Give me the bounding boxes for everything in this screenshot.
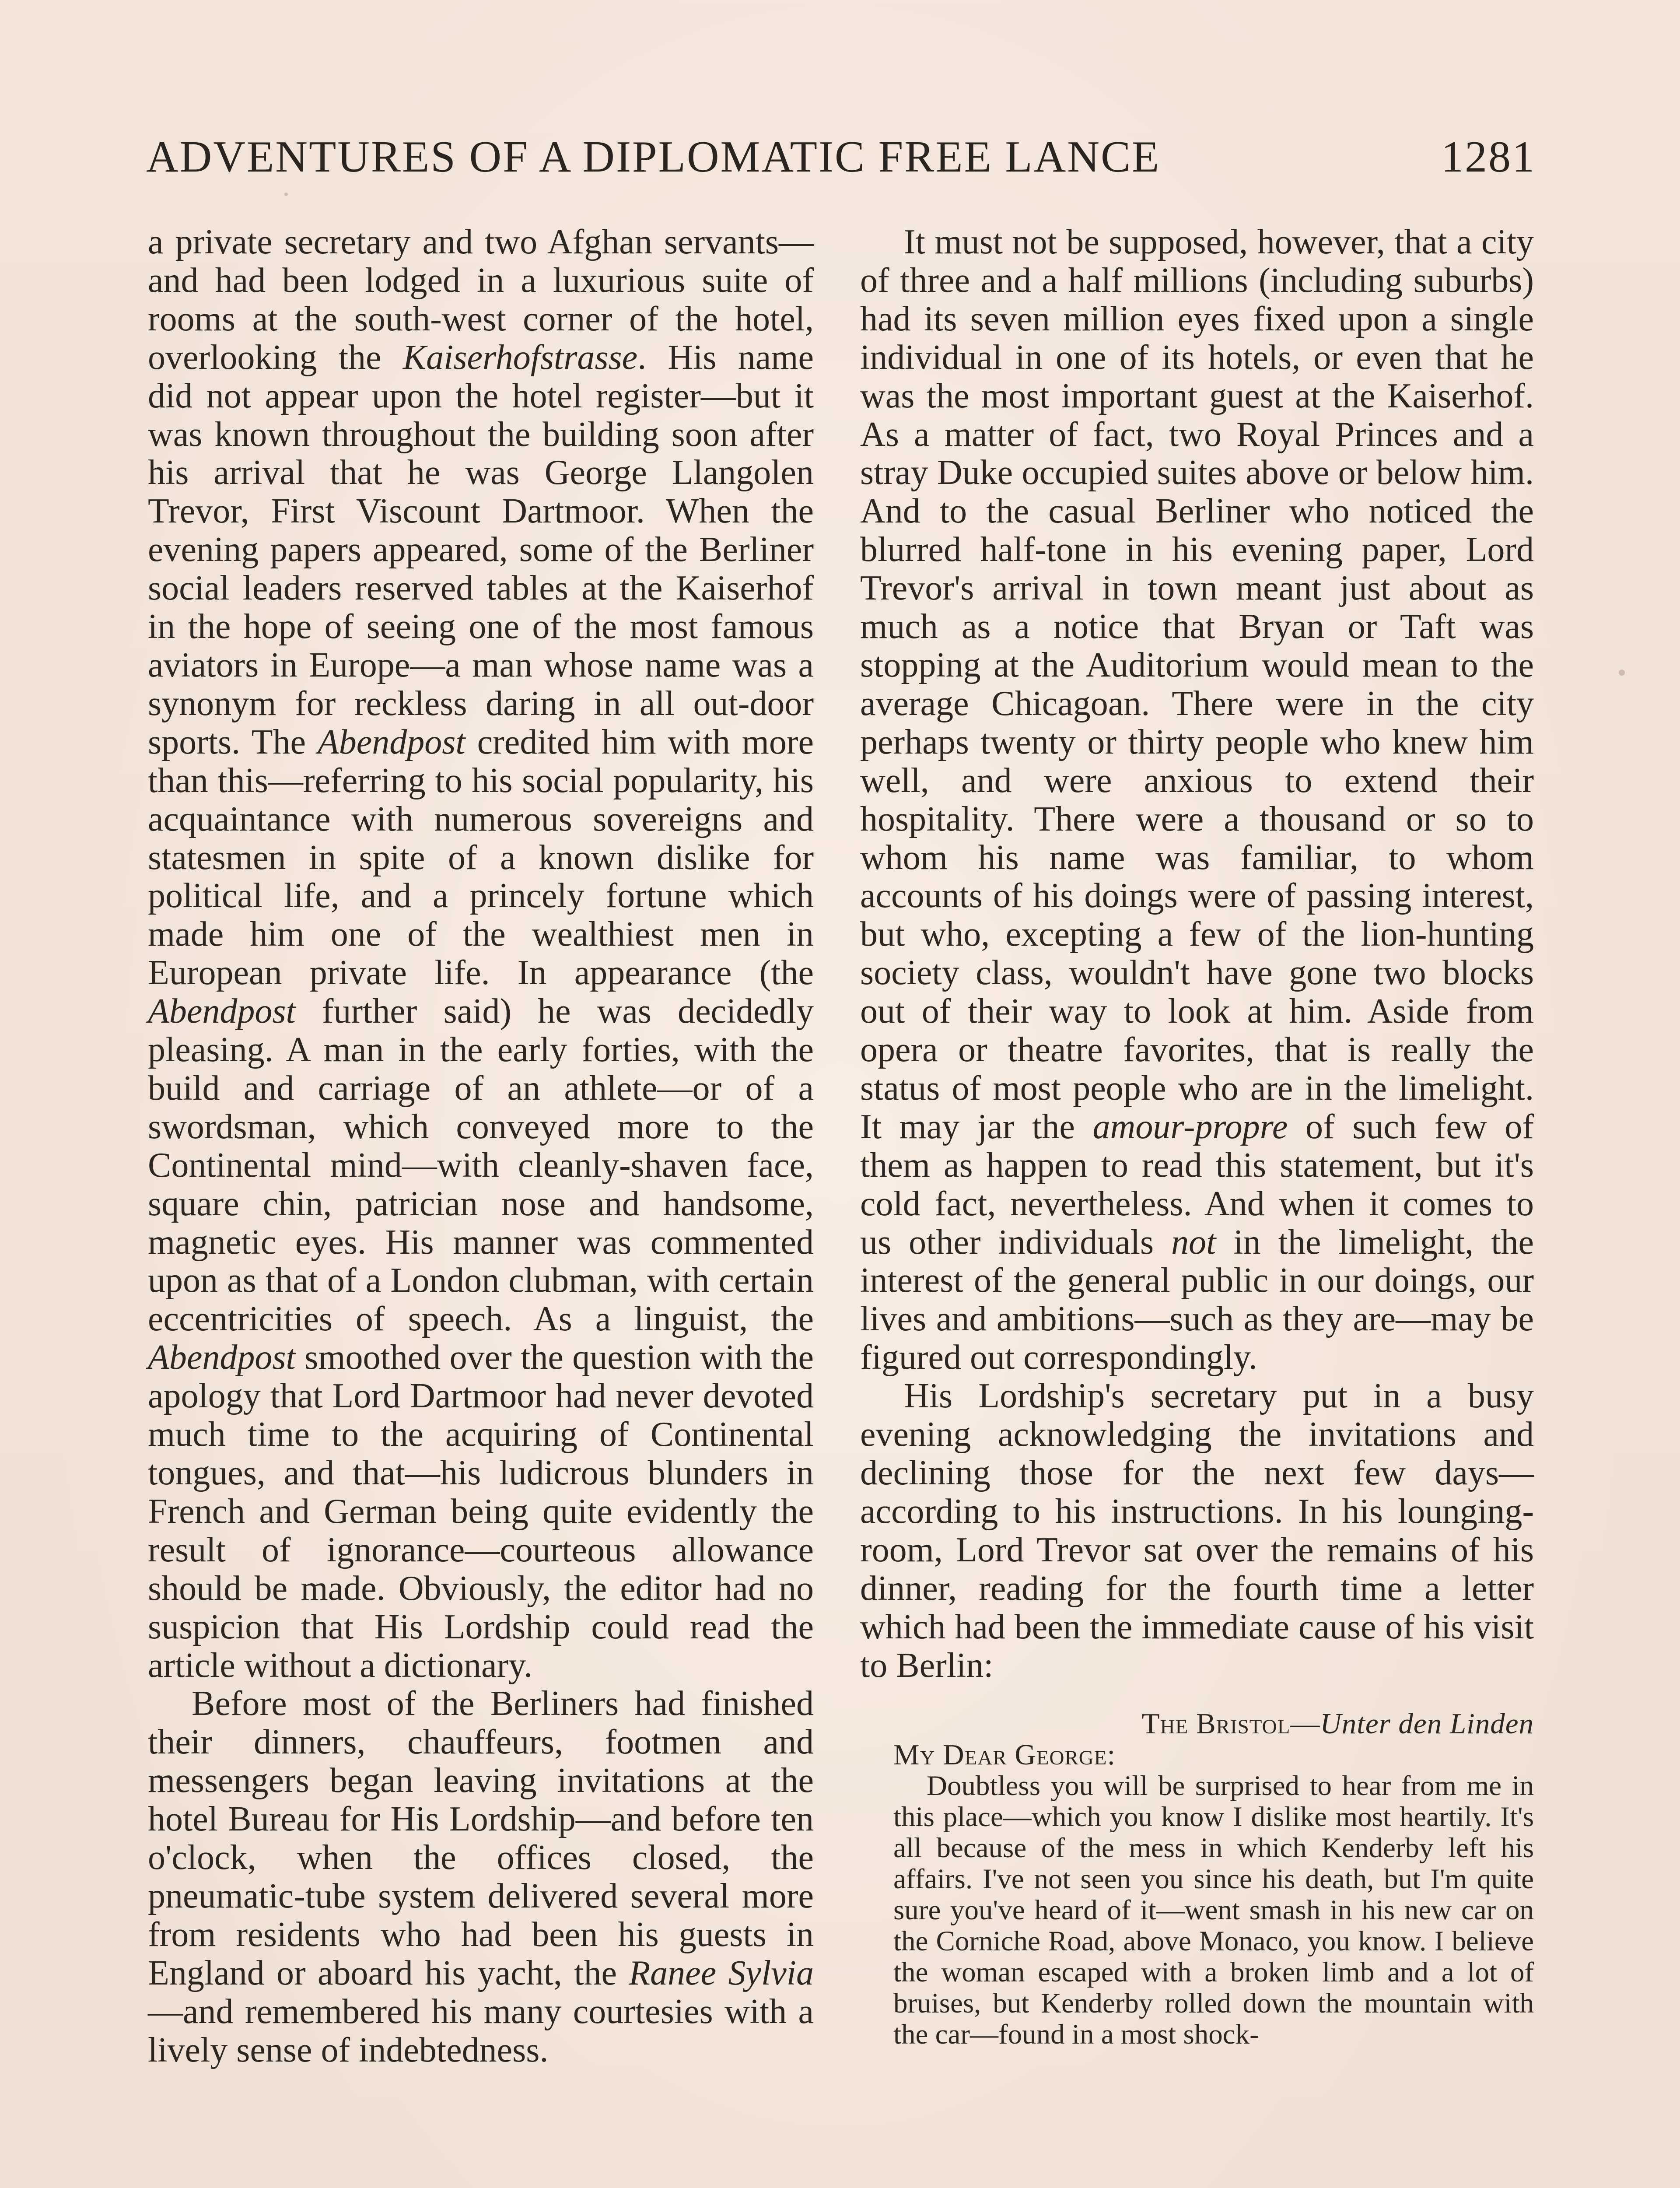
italic-text: Ranee Sylvia <box>629 1953 814 1992</box>
left-column <box>148 223 814 2070</box>
letter-heading-dash: — <box>1290 1708 1320 1740</box>
text-run: of such few of them as happen to read this statement, but it's cold fact, nevertheless. And when it comes to us other individuals <box>860 1107 1534 1262</box>
running-head-title: ADVENTURES OF A DIPLOMATIC FREE LANCE <box>146 132 1161 182</box>
text-run: His Lordship's secretary put in a busy evening acknowledging the invitations and declining those for the next few days—according to his instructions. In his lounging-room, Lord Trevor sat over the remains of his dinner, reading for the fourth time a letter which had been the immediate cause of his visit to Berlin: <box>860 1377 1534 1685</box>
letter-heading-place: The Bristol <box>1141 1708 1291 1740</box>
letter-heading-street: Unter den Linden <box>1320 1708 1534 1740</box>
letter-heading <box>893 1708 1534 1739</box>
text-run: Before most of the Berliners had finished their dinners, chauffeurs, footmen and messengers began leaving invitations at the hotel Bureau for His Lordship—and before ten o'clock, when the offices closed, the pneumatic-tube system delivered several more from residents who had been his guests in England or aboard his yacht, the <box>148 1684 814 1992</box>
paragraph <box>860 223 1534 1377</box>
italic-text: amour-propre <box>1092 1107 1288 1146</box>
paragraph <box>148 223 814 1685</box>
italic-text: not <box>1171 1223 1216 1262</box>
right-column <box>860 223 1534 2050</box>
text-run: further said) he was decidedly pleasing. A man in the early forties, with the build and carriage of an athlete—or of a swordsman, which conveyed more to the Continental mind—with cleanly-shaven face, square chin, patrician nose and handsome, magnetic eyes. His manner was commented upon as that of a London clubman, with certain eccentricities of speech. As a linguist, the <box>148 992 814 1339</box>
paragraph <box>860 1377 1534 1685</box>
letter-excerpt <box>860 1708 1534 2050</box>
italic-text: Abendpost <box>148 1338 296 1377</box>
italic-text: Abendpost <box>148 992 296 1031</box>
letter-salutation: My Dear George: <box>893 1739 1116 1771</box>
text-run: a private secretary and two Afghan servants—and had been lodged in a luxurious suite of rooms at the south-west corner of the hotel, overlooking the <box>148 223 814 377</box>
italic-text: Abendpost <box>317 722 466 761</box>
text-run: credited him with more than this—referring to his social popularity, his acquaintance with numerous sovereigns and statesmen in spite of a known dislike for political life, and a princely fortune which made him one of the wealthiest men in European private life. In appearance (the <box>148 722 814 992</box>
text-run: It must not be supposed, however, that a city of three and a half millions (including suburbs) had its seven million eyes fixed upon a single individual in one of its hotels, or even that he was the most important guest at the Kaiserhof. As a matter of fact, two Royal Princes and a stray Duke occupied suites above or below him. And to the casual Berliner who noticed the blurred half-tone in his evening paper, Lord Trevor's arrival in town meant just about as much as a notice that Bryan or Taft was stopping at the Auditorium would mean to the average Chicagoan. There were in the city perhaps twenty or thirty people who knew him well, and were anxious to extend their hospitality. There were a thousand or so to whom his name was familiar, to whom accounts of his doings were of passing interest, but who, excepting a few of the lion-hunting society class, wouldn't have gone two blocks out of their way to look at him. Aside from opera or theatre favorites, that is really the status of most people who are in the limelight. It may jar the <box>860 223 1534 1146</box>
page-number: 1281 <box>1441 132 1536 182</box>
paragraph <box>148 1685 814 2069</box>
text-run: smoothed over the question with the apology that Lord Dartmoor had never devoted much time to the acquiring of Continental tongues, and that—his ludicrous blunders in French and German being quite evidently the result of ignorance—courteous allowance should be made. Obviously, the editor had no suspicion that His Lordship could read the article without a dictionary. <box>148 1338 814 1685</box>
letter-body: Doubtless you will be surprised to hear from me in this place—which you know I dislike most heartily. It's all because of the mess in which Kenderby left his affairs. I've not seen you since his death, but I'm quite sure you've heard of it—went smash in his new car on the Corniche Road, above Monaco, you know. I believe the woman escaped with a broken limb and a lot of bruises, but Kenderby rolled down the mountain with the car—found in a most shock- <box>893 1770 1534 2051</box>
paper-speck <box>1619 670 1625 676</box>
italic-text: Kaiserhofstrasse <box>402 338 638 377</box>
text-run: in the limelight, the interest of the general public in our doings, our lives and ambitions—such as they are—may be figured out correspondingly. <box>860 1223 1534 1377</box>
text-run: —and remembered his many courtesies with a lively sense of indebtedness. <box>148 1992 814 2069</box>
running-head <box>146 131 1536 193</box>
paper-speck <box>284 193 288 196</box>
text-run: . His name did not appear upon the hotel register—but it was known throughout the building soon after his arrival that he was George Llangolen Trevor, First Viscount Dartmoor. When the evening papers appeared, some of the Berliner social leaders reserved tables at the Kaiserhof in the hope of seeing one of the most famous aviators in Europe—a man whose name was a synonym for reckless daring in all out-door sports. The <box>148 338 814 761</box>
